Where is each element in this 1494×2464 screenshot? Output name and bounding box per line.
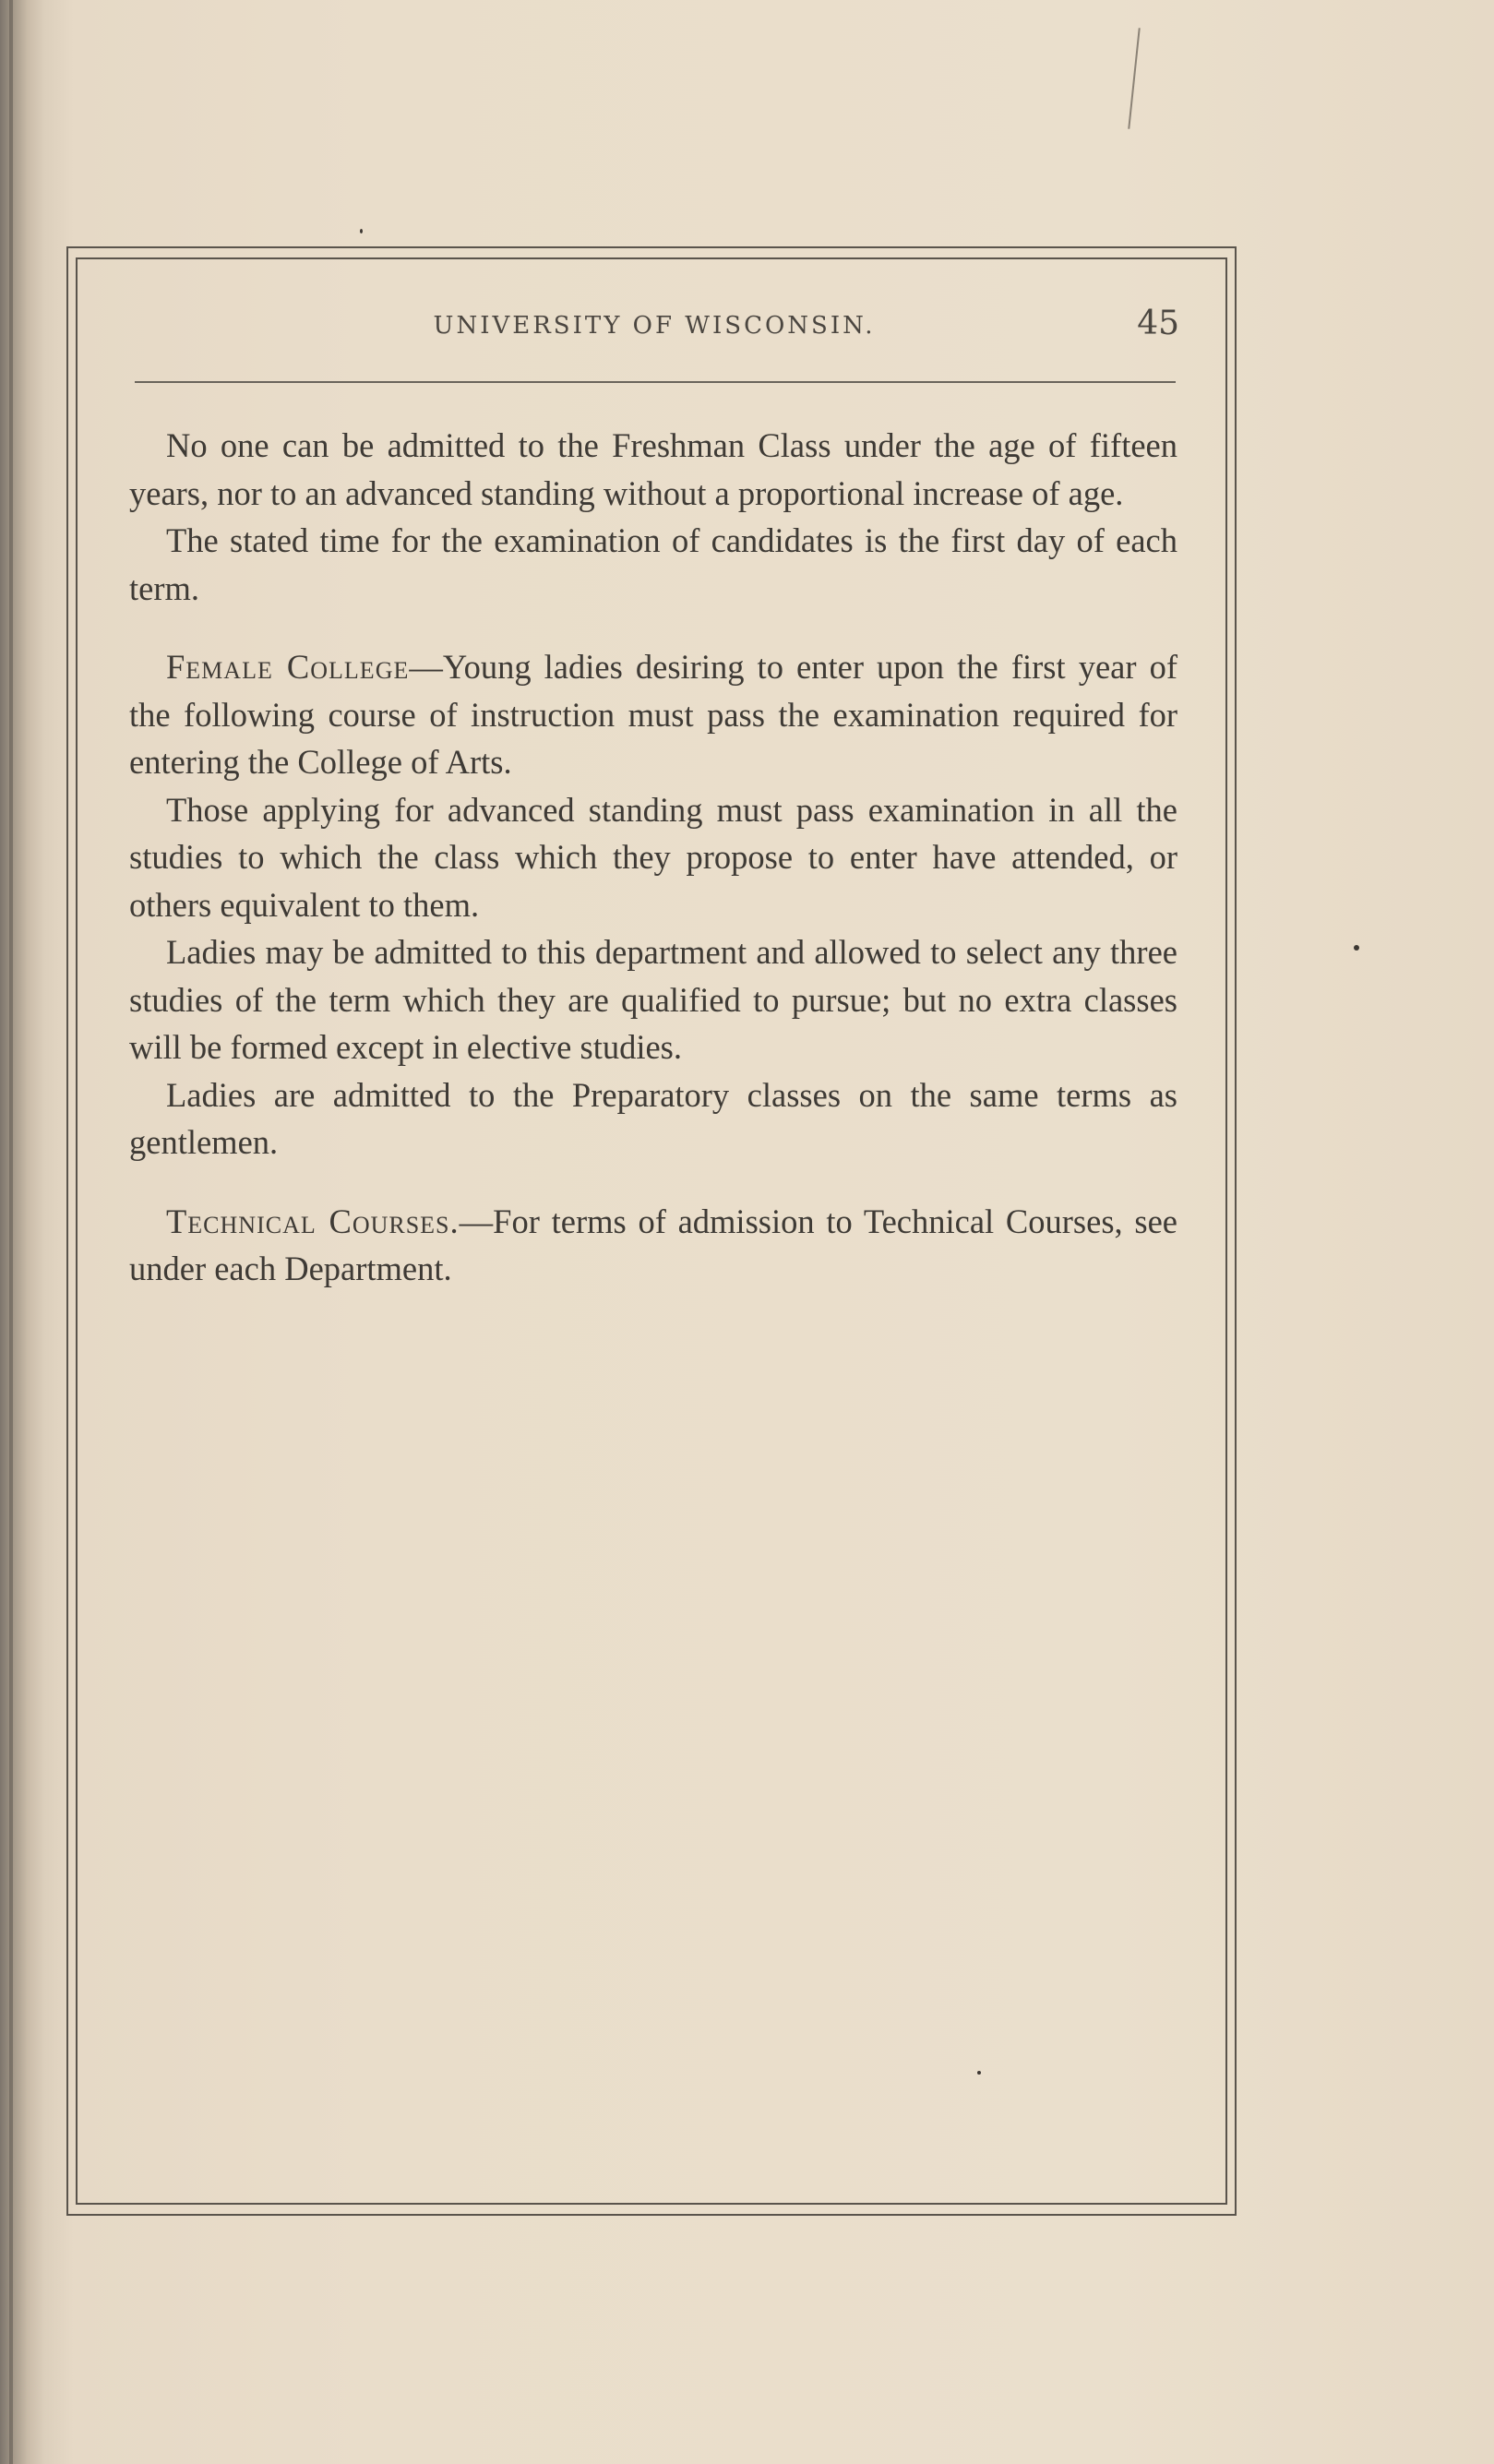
section-heading-female-college: Female College	[166, 648, 410, 686]
paragraph-examination-time: The stated time for the examination of candidates is the first day of each term.	[129, 521, 1177, 607]
paragraph-select-studies: Ladies may be admitted to this department and allowed to select any three studies of the term which they are qualified to pursue; but no extra classes will be formed except in elective studies.	[129, 933, 1177, 1066]
paragraph-technical-courses	[129, 1198, 1177, 1293]
running-title: UNIVERSITY OF WISCONSIN.	[433, 312, 876, 340]
paragraph-admission-age: No one can be admitted to the Freshman Class under the age of fifteen years, nor to an advanced standing without a proportional increase of age.	[129, 426, 1177, 512]
paper-speck	[977, 2071, 981, 2075]
paper-speck	[1354, 945, 1359, 951]
paper-speck	[360, 229, 363, 233]
section-heading-technical-courses: Technical Courses.	[166, 1202, 460, 1240]
paragraph-female-college	[129, 643, 1177, 786]
paragraph-preparatory-classes: Ladies are admitted to the Preparatory classes on the same terms as gentlemen.	[129, 1075, 1177, 1161]
binding-gutter	[9, 0, 13, 2464]
pencil-mark	[1128, 28, 1140, 129]
page-number: 45	[1137, 305, 1179, 342]
running-head	[129, 305, 1179, 351]
paragraph-female-college-text: —Young ladies desiring to enter upon the first year of the following course of instruction must pass the examination required for entering the College of Arts.	[129, 648, 1178, 781]
header-rule	[135, 381, 1176, 383]
body-text	[129, 422, 1177, 1293]
paragraph-technical-courses-text: —For terms of admission to Technical Courses, see under each Department.	[129, 1202, 1177, 1287]
paragraph-advanced-standing: Those applying for advanced standing must pass examination in all the studies to which the class which they propose to enter have attended, or others equivalent to them.	[129, 790, 1177, 924]
